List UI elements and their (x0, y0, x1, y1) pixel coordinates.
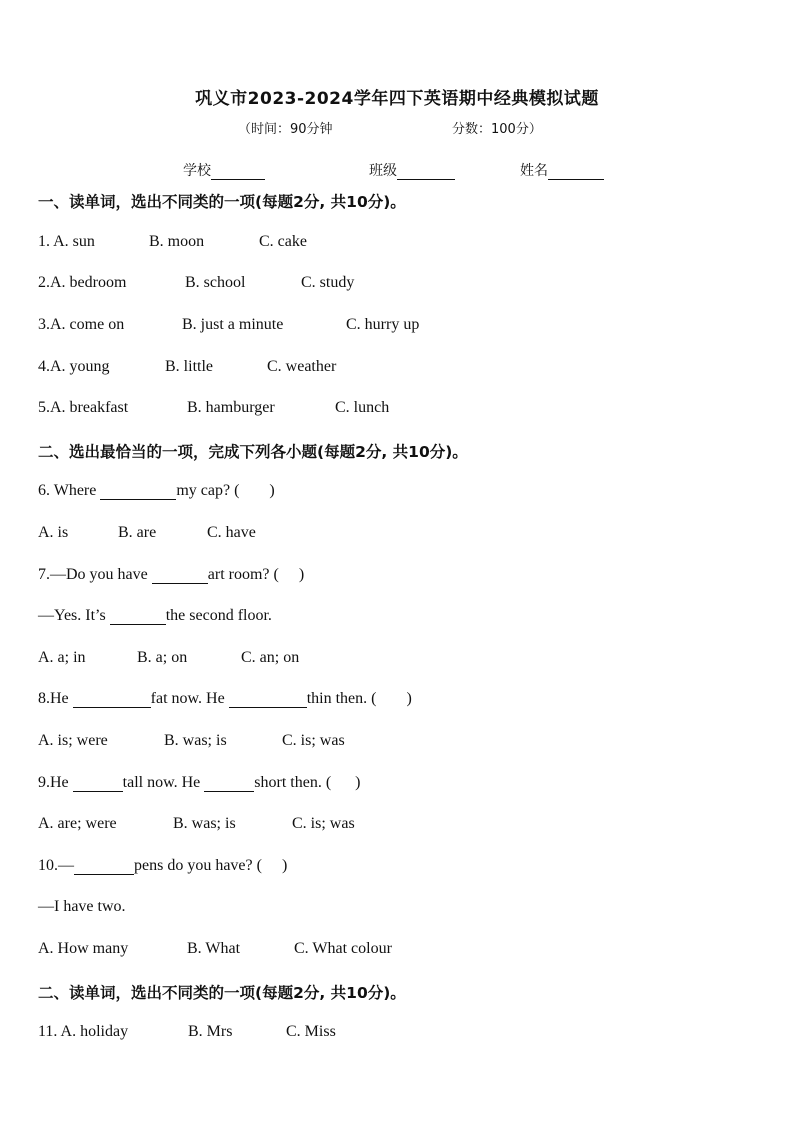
q8-option-a: A. is; were (38, 732, 108, 749)
school-blank[interactable] (211, 165, 265, 180)
question-8-options (38, 732, 345, 750)
q8-close-paren: ) (406, 690, 412, 707)
q7-option-b: B. a; on (137, 649, 188, 666)
class-label: 班级 (369, 163, 397, 179)
question-6-options (38, 524, 256, 542)
q7-option-c: C. an; on (241, 649, 300, 666)
question-2 (38, 274, 354, 292)
q6-close-paren: ) (269, 482, 275, 499)
q9-text-pre: 9.He (38, 774, 69, 791)
q2-option-a: 2.A. bedroom (38, 274, 127, 291)
question-1 (38, 233, 307, 251)
q5-option-b: B. hamburger (187, 399, 275, 416)
name-label: 姓名 (520, 163, 548, 179)
question-7 (38, 566, 304, 584)
q11-option-b: B. Mrs (188, 1023, 233, 1040)
q9-blank-1[interactable] (73, 775, 123, 792)
q6-blank[interactable] (100, 483, 176, 500)
q10-option-b: B. What (187, 940, 241, 957)
q4-option-a: 4.A. young (38, 358, 110, 375)
q8-text-post: thin then. ( (306, 690, 377, 707)
q10-text-pre: 10.— (38, 857, 74, 874)
question-8 (38, 690, 412, 708)
q6-option-a: A. is (38, 524, 69, 541)
name-blank[interactable] (548, 165, 604, 180)
q5-option-c: C. lunch (335, 399, 390, 416)
q9-blank-2[interactable] (204, 775, 254, 792)
q9-option-c: C. is; was (292, 815, 355, 832)
q7-line2-post: the second floor. (165, 607, 272, 624)
class-field (369, 160, 455, 180)
question-5 (38, 399, 389, 417)
q10-text-post: pens do you have? ( (134, 857, 262, 874)
section-heading-3: 二、读单词，选出不同类的一项(每题2分, 共10分)。 (38, 984, 406, 1002)
q4-option-b: B. little (165, 358, 213, 375)
q11-option-c: C. Miss (286, 1023, 336, 1040)
q9-text-post: short then. ( (254, 774, 332, 791)
q10-option-a: A. How many (38, 940, 129, 957)
question-6 (38, 482, 275, 500)
q11-option-a: 11. A. holiday (38, 1023, 129, 1040)
q3-option-a: 3.A. come on (38, 316, 125, 333)
question-10-options (38, 940, 392, 958)
question-9-options (38, 815, 355, 833)
q7-close-paren: ) (298, 566, 305, 583)
q7-blank-2[interactable] (110, 608, 166, 625)
q8-blank-2[interactable] (229, 691, 307, 708)
q3-option-c: C. hurry up (346, 316, 420, 333)
q9-option-b: B. was; is (173, 815, 236, 832)
name-field (520, 160, 604, 180)
q2-option-c: C. study (301, 274, 355, 291)
q7-text-post: art room? ( (207, 566, 279, 583)
q8-text-pre: 8.He (38, 690, 69, 707)
exam-score: 分数：100分） (452, 122, 542, 137)
question-10-line-2: —I have two. (38, 898, 126, 915)
q6-option-c: C. have (207, 524, 256, 541)
q7-option-a: A. a; in (38, 649, 86, 666)
exam-title: 巩义市2023-2024学年四下英语期中经典模拟试题 (195, 89, 599, 109)
q8-text-mid: fat now. He (150, 690, 225, 707)
q1-option-a: 1. A. sun (38, 233, 95, 250)
q1-option-b: B. moon (149, 233, 205, 250)
question-7-options (38, 649, 299, 667)
q6-text-pre: 6. Where (38, 482, 97, 499)
question-7-line-2 (38, 607, 272, 625)
section-heading-2: 二、选出最恰当的一项，完成下列各小题(每题2分, 共10分)。 (38, 443, 468, 461)
q2-option-b: B. school (185, 274, 246, 291)
q7-text-pre: 7.—Do you have (38, 566, 148, 583)
q9-option-a: A. are; were (38, 815, 117, 832)
question-10 (38, 857, 287, 875)
q10-close-paren: ) (281, 857, 288, 874)
q4-option-c: C. weather (267, 358, 337, 375)
q10-option-c: C. What colour (294, 940, 392, 957)
q8-option-c: C. is; was (282, 732, 345, 749)
q1-option-c: C. cake (259, 233, 307, 250)
q10-blank[interactable] (74, 858, 134, 875)
school-field (183, 160, 265, 180)
q9-text-mid: tall now. He (122, 774, 201, 791)
question-9 (38, 774, 360, 792)
school-label: 学校 (183, 163, 211, 179)
q8-option-b: B. was; is (164, 732, 227, 749)
q5-option-a: 5.A. breakfast (38, 399, 129, 416)
q7-blank-1[interactable] (152, 567, 208, 584)
q9-close-paren: ) (355, 774, 361, 791)
section-heading-1: 一、读单词，选出不同类的一项(每题2分, 共10分)。 (38, 193, 406, 211)
question-3 (38, 316, 419, 334)
q3-option-b: B. just a minute (182, 316, 284, 333)
q6-text-post: my cap? ( (176, 482, 240, 499)
question-11 (38, 1023, 336, 1041)
exam-time: （时间：90分钟 (238, 122, 333, 137)
class-blank[interactable] (397, 165, 455, 180)
q6-option-b: B. are (118, 524, 157, 541)
q8-blank-1[interactable] (73, 691, 151, 708)
question-4 (38, 358, 336, 376)
q7-line2-pre: —Yes. It’s (38, 607, 106, 624)
